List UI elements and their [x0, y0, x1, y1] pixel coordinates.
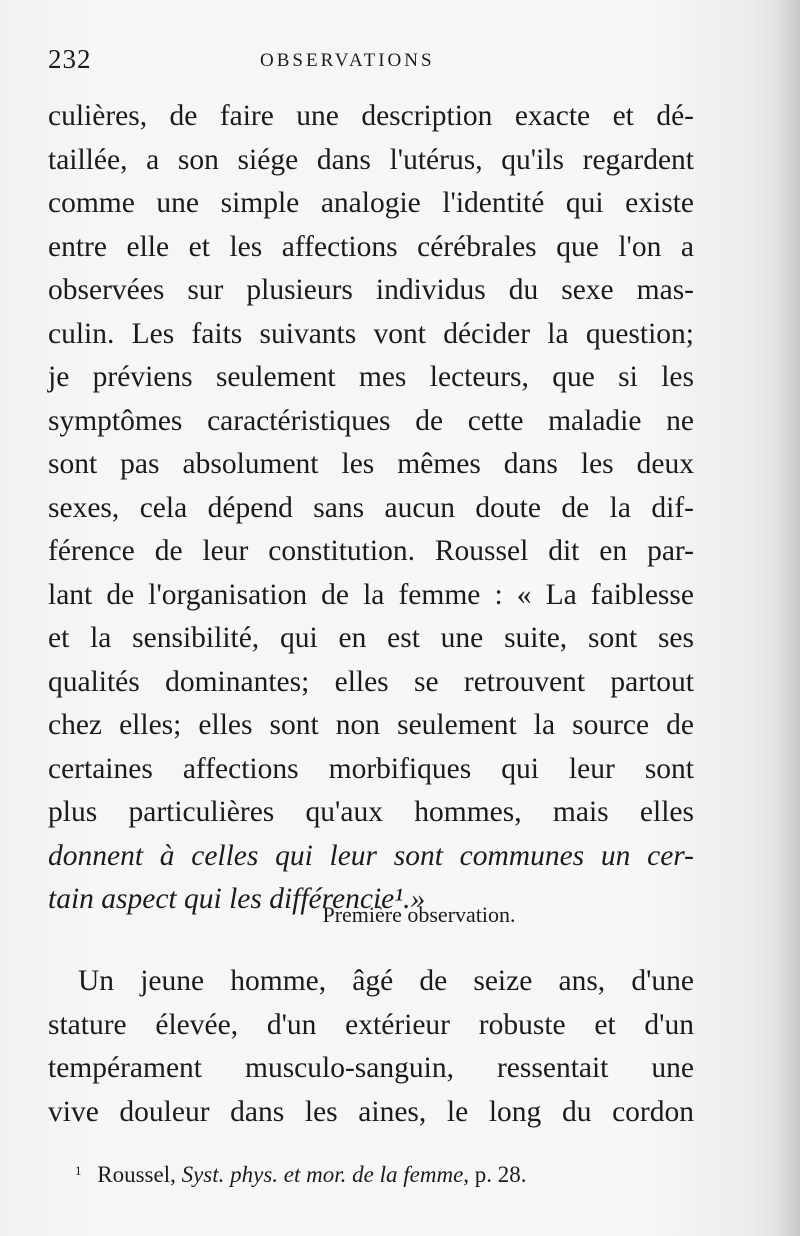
observation-line: vive douleur dans les aines, le long du cordon [48, 1095, 694, 1128]
body-line: culières, de faire une description exacte et dé- [48, 100, 694, 132]
running-head [48, 44, 698, 80]
footnote-title: Syst. phys. et mor. de la femme [181, 1162, 464, 1187]
body-line: sont pas absolument les mêmes dans les deux [48, 448, 694, 480]
body-line: plus particulières qu'aux hommes, mais elles [48, 796, 694, 828]
body-line: comme une simple analogie l'identité qui existe [48, 187, 694, 219]
page-number: 232 [48, 44, 92, 74]
body-line: taillée, a son siége dans l'utérus, qu'ils regardent [48, 143, 694, 176]
body-line: sexes, cela dépend sans aucun doute de la dif- [48, 491, 694, 524]
body-line-italic: tain aspect qui les différencie¹.» [48, 883, 426, 915]
body-line: entre elle et les affections cérébrales que l'on a [48, 230, 694, 263]
observation-line: tempérament musculo-sanguin, ressentait une [48, 1052, 694, 1084]
body-text [48, 95, 694, 922]
body-line: je préviens seulement mes lecteurs, que si les [48, 361, 694, 393]
body-line: férence de leur constitution. Roussel dit en par- [48, 535, 694, 567]
footnote [75, 1162, 527, 1188]
body-line: lant de l'organisation de la femme : « La faiblesse [48, 578, 694, 611]
body-line: qualités dominantes; elles se retrouvent partout [48, 665, 694, 698]
footnote-page-ref: , p. 28. [463, 1162, 527, 1187]
body-line: symptômes caractéristiques de cette maladie ne [48, 404, 694, 437]
observation-line: Un jeune homme, âgé de seize ans, d'une [78, 965, 694, 997]
body-line: chez elles; elles sont non seulement la source de [48, 709, 694, 741]
page-edge-shadow [778, 0, 800, 1236]
body-line: et la sensibilité, qui en est une suite, sont ses [48, 622, 694, 654]
running-title: OBSERVATIONS [260, 50, 435, 71]
section-heading: Première observation. [322, 902, 516, 927]
body-line: culin. Les faits suivants vont décider la question; [48, 317, 694, 350]
observation-text [48, 960, 694, 1134]
footnote-author: Roussel, [97, 1162, 176, 1187]
body-line-italic: donnent à celles qui leur sont communes un cer- [48, 839, 694, 872]
body-line: certaines affections morbifiques qui leur sont [48, 752, 694, 785]
body-line: observées sur plusieurs individus du sexe mas- [48, 274, 694, 306]
observation-line: stature élevée, d'un extérieur robuste et d'un [48, 1008, 694, 1041]
footnote-marker: 1 [75, 1163, 82, 1178]
